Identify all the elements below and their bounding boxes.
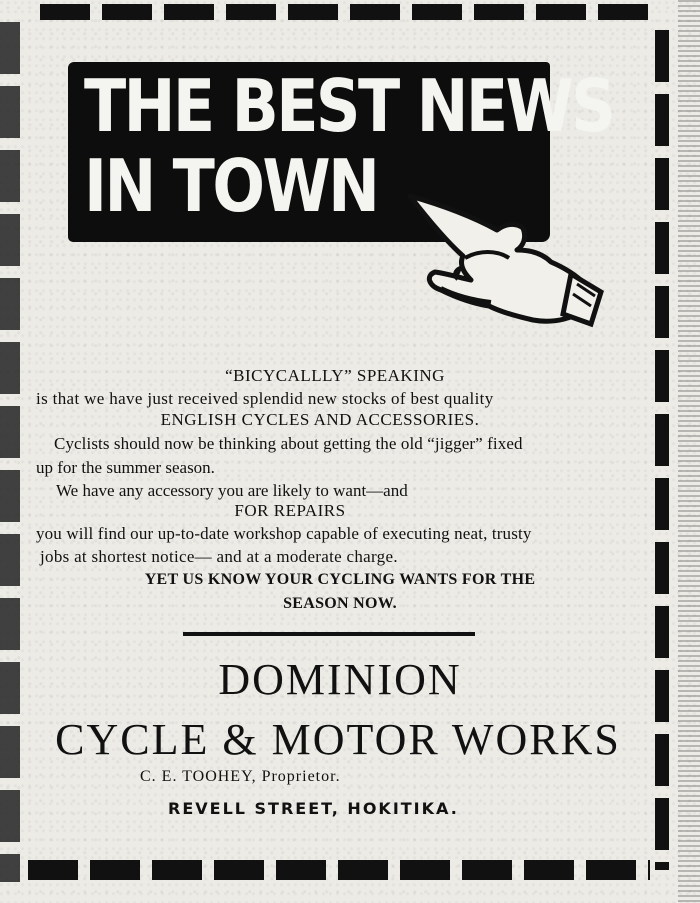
- accessory-line: We have any accessory you are likely to want—and: [56, 481, 408, 500]
- bottom-dashed-border: [28, 860, 650, 880]
- workshop-line-1: you will find our up-to-date workshop capable of executing neat, trusty: [36, 524, 532, 543]
- right-dashed-border: [655, 30, 669, 870]
- workshop-line-2: jobs at shortest notice— and at a moderate charge.: [40, 547, 398, 566]
- top-dashed-border: [40, 4, 650, 20]
- divider-rule: [183, 632, 475, 636]
- business-name-2: CYCLE & MOTOR WORKS: [55, 715, 621, 764]
- speaking-line: “BICYCALLLY” SPEAKING: [225, 366, 445, 385]
- address-line: REVELL STREET, HOKITIKA.: [168, 799, 459, 818]
- headline-line-1: THE BEST NEWS: [84, 64, 614, 148]
- english-cycles-line: ENGLISH CYCLES AND ACCESSORIES.: [160, 410, 480, 429]
- cyclists-line-2: up for the summer season.: [36, 458, 215, 477]
- proprietor-line: C. E. TOOHEY, Proprietor.: [140, 768, 341, 785]
- call-line-2: SEASON NOW.: [283, 595, 397, 612]
- cyclists-line-1: Cyclists should now be thinking about getting the old “jigger” fixed: [54, 434, 523, 453]
- pointing-hand-icon: [405, 188, 605, 348]
- for-repairs-line: FOR REPAIRS: [234, 501, 346, 520]
- headline-line-2: IN TOWN: [84, 144, 378, 228]
- page-edge: [678, 0, 700, 903]
- call-line-1: YET US KNOW YOUR CYCLING WANTS FOR THE: [144, 571, 536, 588]
- news-line: is that we have just received splendid new stocks of best quality: [36, 389, 494, 408]
- left-dashed-border: [0, 22, 20, 882]
- business-name-1: DOMINION: [218, 655, 462, 704]
